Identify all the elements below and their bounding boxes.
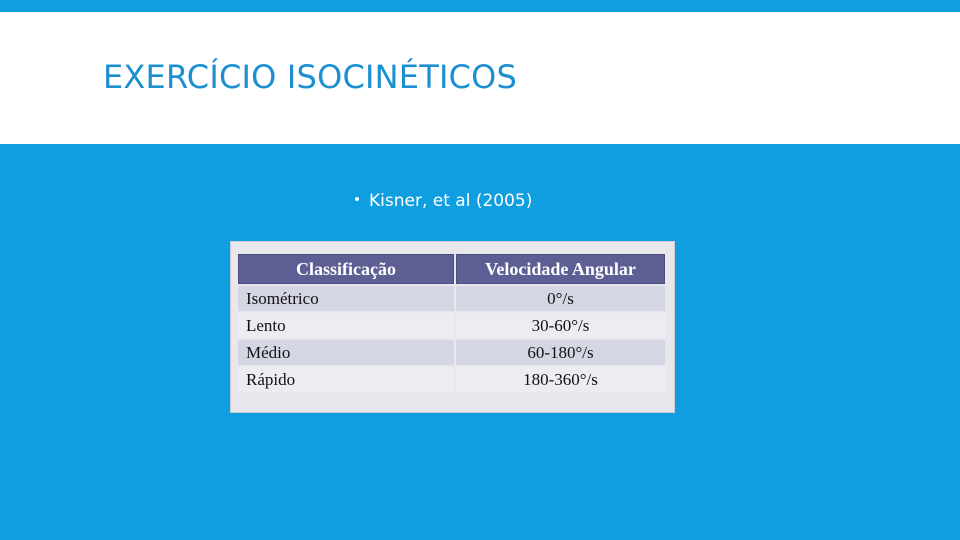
table-image	[230, 241, 675, 413]
cell-velocity: 0°/s	[456, 286, 665, 311]
table-row	[238, 313, 665, 338]
header-classificacao: Classificação	[238, 254, 454, 284]
table-header-row	[238, 254, 665, 284]
table-row	[238, 286, 665, 311]
cell-classification: Isométrico	[238, 286, 454, 311]
cell-velocity: 30-60°/s	[456, 313, 665, 338]
table-row	[238, 340, 665, 365]
cell-classification: Rápido	[238, 367, 454, 392]
bullet-dot-icon	[355, 197, 359, 201]
slide-title: EXERCÍCIO ISOCINÉTICOS	[103, 58, 518, 96]
classification-table	[236, 252, 667, 394]
cell-velocity: 180-360°/s	[456, 367, 665, 392]
cell-velocity: 60-180°/s	[456, 340, 665, 365]
bullet-text: Kisner, et al (2005)	[369, 191, 533, 211]
cell-classification: Lento	[238, 313, 454, 338]
table-row	[238, 367, 665, 392]
top-band	[0, 0, 960, 12]
cell-classification: Médio	[238, 340, 454, 365]
header-velocidade-angular: Velocidade Angular	[456, 254, 665, 284]
bullet-item	[355, 191, 532, 211]
